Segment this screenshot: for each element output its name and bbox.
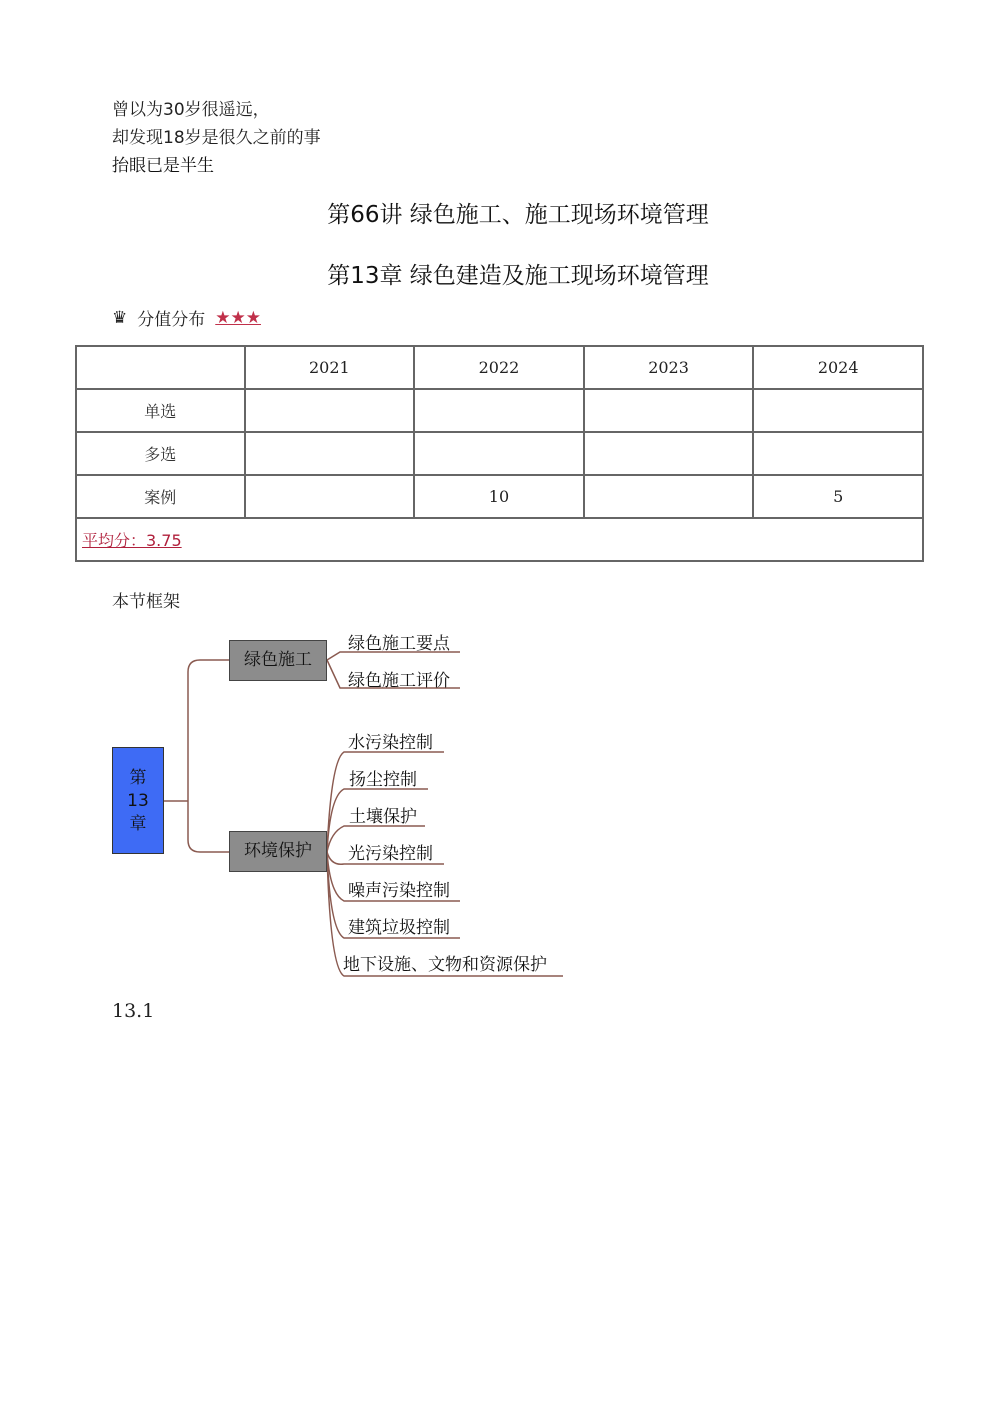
average-score: 平均分：3.75 (76, 518, 923, 561)
table-cell: 5 (753, 475, 923, 518)
score-label: 分值分布 (137, 310, 206, 330)
branch-node-environment-protection: 环境保护 (229, 831, 327, 872)
framework-label: 本节框架 (112, 592, 180, 612)
table-cell: 10 (414, 475, 584, 518)
year-header: 2021 (245, 346, 415, 389)
connector-branch-1 (188, 660, 229, 801)
lecture-heading: 第66讲 绿色施工、施工现场环境管理 (327, 202, 709, 228)
leaf-item: 建筑垃圾控制 (348, 918, 450, 938)
row-label: 多选 (76, 432, 245, 475)
branch-node-green-construction: 绿色施工 (229, 640, 327, 681)
root-text-line: 章 (129, 814, 147, 834)
chapter-heading: 第13章 绿色建造及施工现场环境管理 (327, 263, 709, 289)
row-label: 单选 (76, 389, 245, 432)
crown-icon: ♛ (112, 307, 128, 328)
row-label: 案例 (76, 475, 245, 518)
connector-branch-2 (188, 801, 229, 852)
leaf-item: 光污染控制 (348, 844, 433, 864)
intro-line-3: 抬眼已是半生 (112, 156, 214, 176)
intro-line-1: 曾以为30岁很遥远， (112, 100, 270, 120)
leaf-item: 绿色施工要点 (348, 634, 450, 654)
leaf-item: 噪声污染控制 (348, 881, 450, 901)
leaf-item: 水污染控制 (348, 733, 433, 753)
intro-line-2: 却发现18岁是很久之前的事 (112, 128, 321, 148)
root-text-line: 13 (127, 791, 149, 811)
leaf-item: 绿色施工评价 (348, 671, 450, 691)
star-rating: ★★★ (215, 307, 261, 328)
root-text-line: 第 (129, 768, 147, 788)
year-header: 2024 (753, 346, 923, 389)
year-header: 2023 (584, 346, 754, 389)
mindmap-root-node (112, 747, 164, 854)
section-number: 13.1 (112, 1000, 155, 1022)
year-header: 2022 (414, 346, 584, 389)
leaf-item: 扬尘控制 (349, 770, 417, 790)
leaf-item: 地下设施、文物和资源保护 (343, 955, 547, 975)
leaf-item: 土壤保护 (349, 807, 417, 827)
